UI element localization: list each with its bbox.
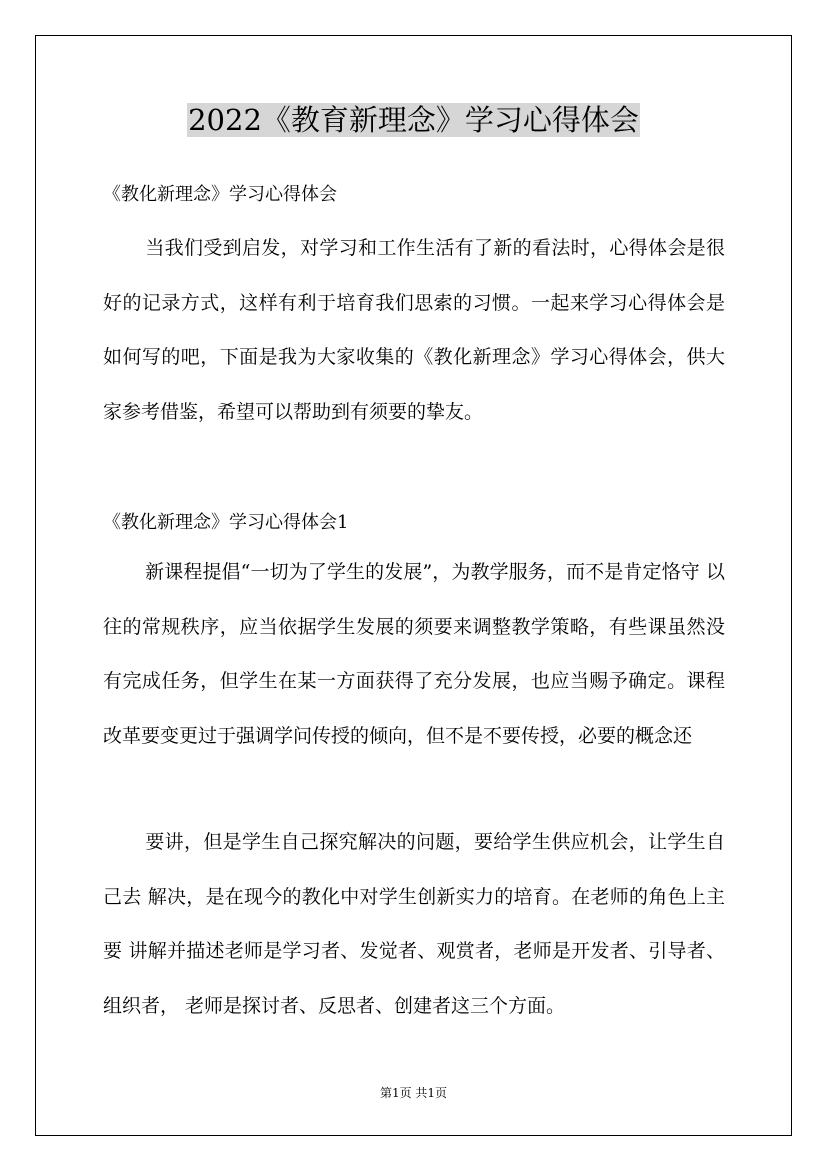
section-heading: 《教化新理念》学习心得体会1: [103, 512, 349, 533]
body-paragraph-2: [103, 815, 725, 1033]
document-title-text: 2022《教育新理念》学习心得体会: [188, 103, 639, 137]
page-footer: 第1页 共1页: [379, 1086, 448, 1100]
intro-text: 当我们受到启发，对学习和工作生活有了新的看法时，心得体会是很好的记录方式，这样有利于培育我们思索的习惯。一起来学习心得体会是如何写的吧，下面是我为大家收集的《教化新理念》学习心得体会，供大家参考借鉴，希望可以帮助到有须要的挚友。: [103, 237, 725, 423]
body-paragraph-1-text: 新课程提倡“一切为了学生的发展”，为教学服务，而不是肯定恪守 以往的常规秩序，应当依据学生发展的须要来调整教学策略，有些课虽然没有完成任务，但学生在某一方面获得了充分发展，也应当赐予确定。课程改革要变更过于强调学问传授的倾向，但不是不要传授，必要的概念还: [103, 561, 725, 747]
document-title: [0, 96, 827, 144]
document-subtitle: 《教化新理念》学习心得体会: [103, 184, 337, 205]
body-paragraph-1: [103, 545, 725, 763]
body-paragraph-2-text: 要讲，但是学生自己探究解决的问题，要给学生供应机会，让学生自己去 解决，是在现今的教化中对学生创新实力的培育。在老师的角色上主要 讲解并描述老师是学习者、发觉者、观赏者，老师是开发者、引导者、组织者， 老师是探讨者、反思者、创建者这三个方面。: [103, 831, 725, 1017]
intro-paragraph: [103, 221, 725, 439]
